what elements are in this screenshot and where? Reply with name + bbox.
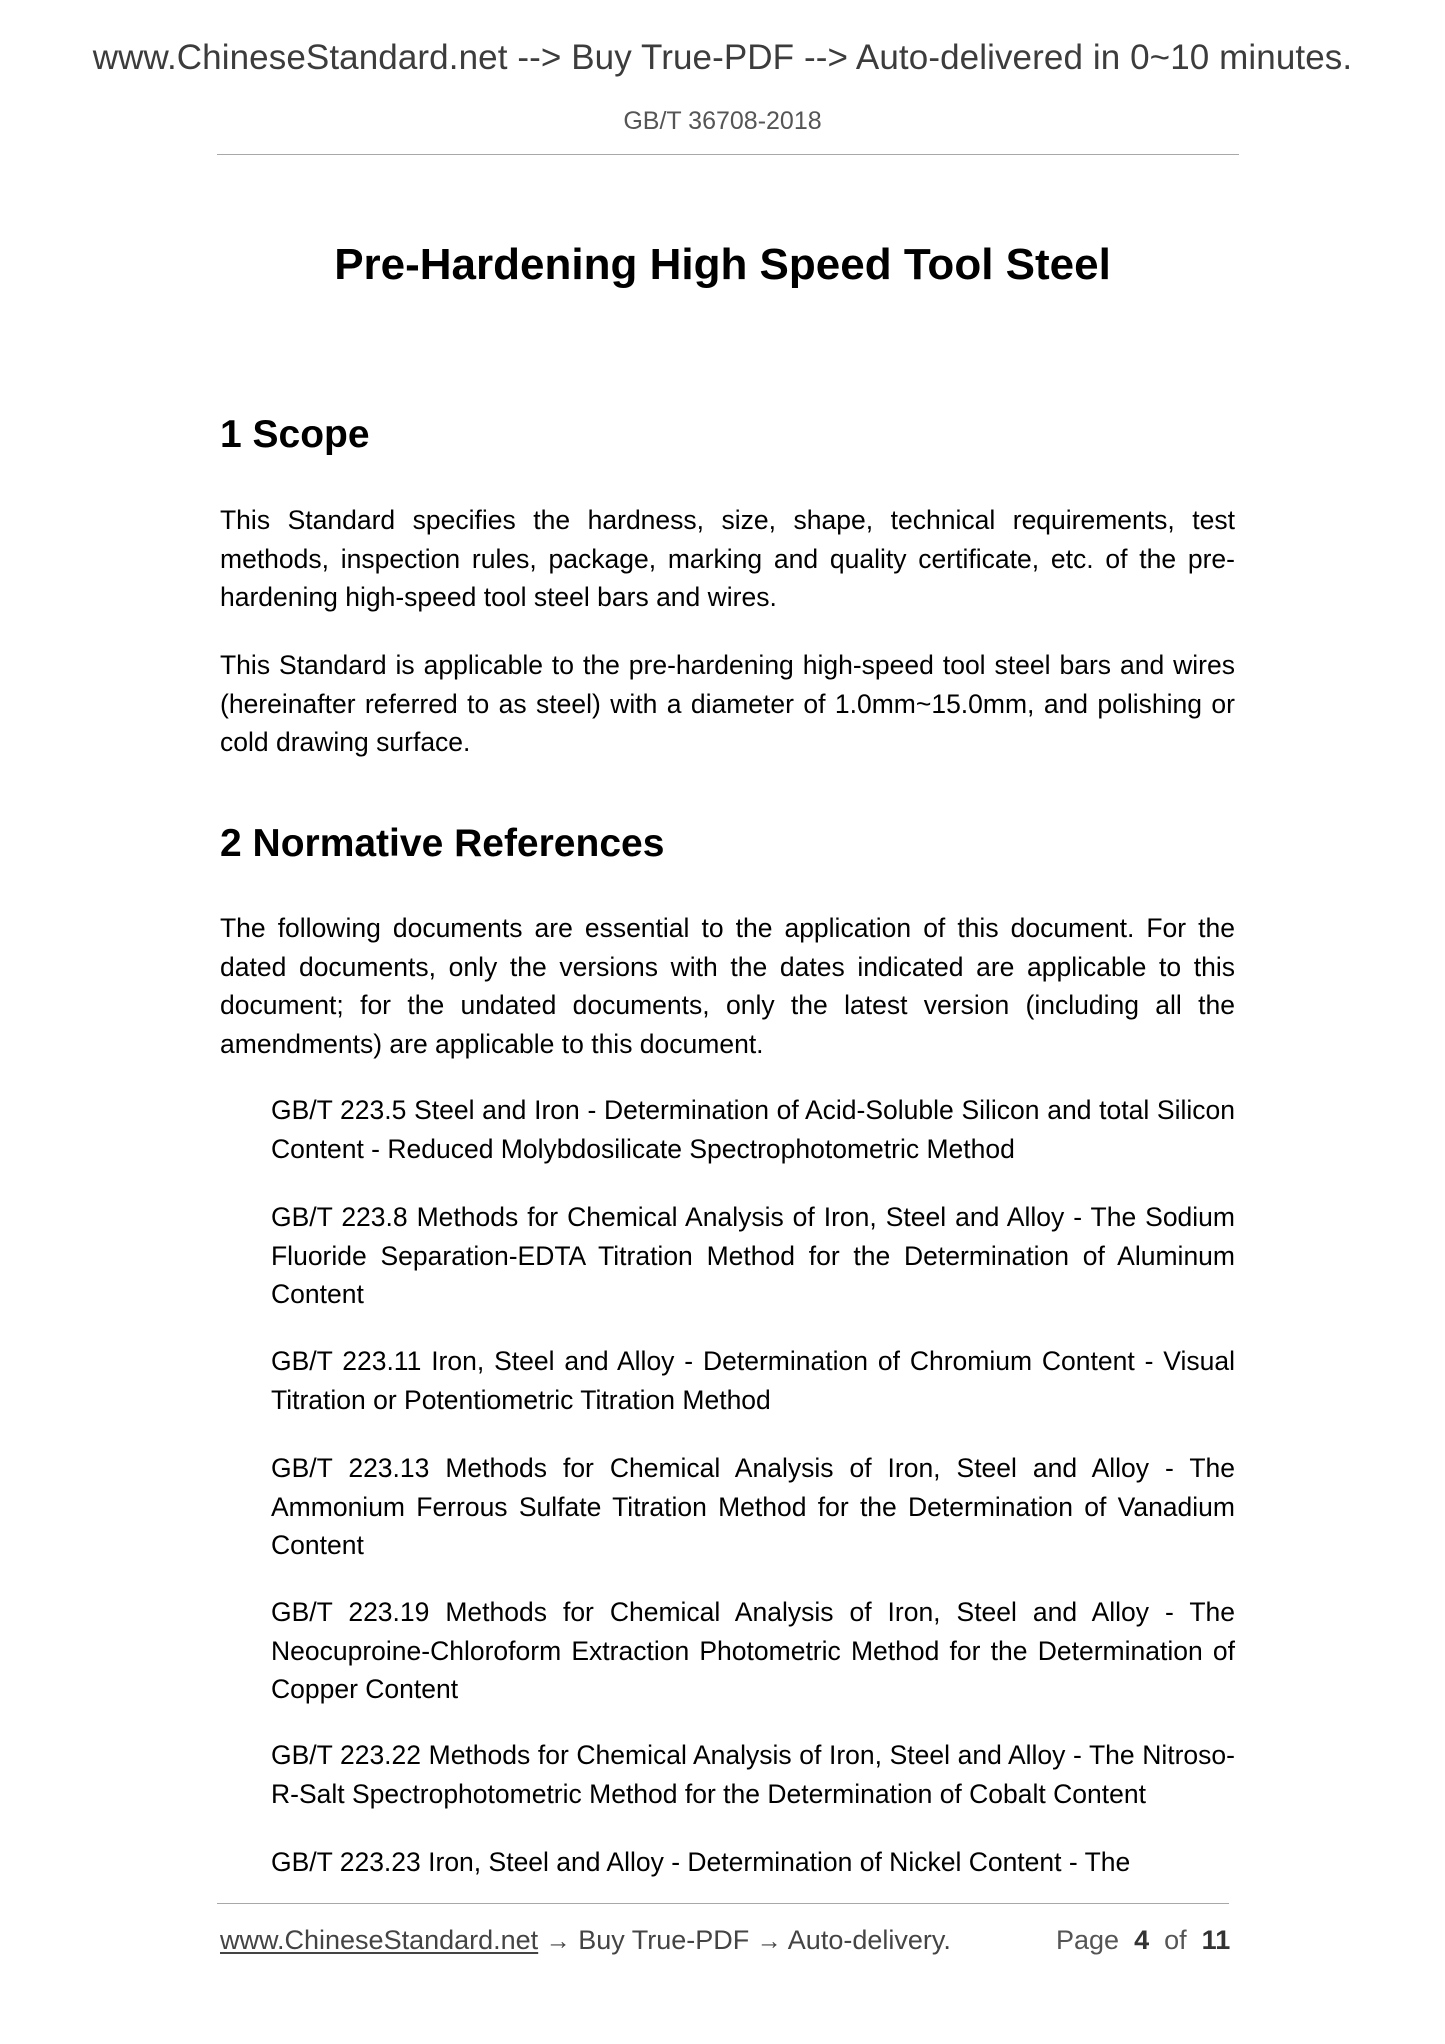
footer-divider: [217, 1903, 1229, 1904]
reference-item: GB/T 223.13 Methods for Chemical Analysis of Iron, Steel and Alloy - The Ammonium Ferrous Sulfate Titration Method for the Determination of Vanadium Content: [271, 1453, 1235, 1561]
page-label: Page: [1056, 1925, 1120, 1955]
scope-paragraph-1: This Standard specifies the hardness, size, shape, technical requirements, test methods, inspection rules, package, marking and quality certificate, etc. of the pre-hardening high-speed tool steel bars and wires.: [220, 505, 1235, 613]
page-of: of: [1164, 1925, 1187, 1955]
arrow-right-icon: →: [545, 1927, 571, 1955]
footer-buy-text: Buy True-PDF: [578, 1925, 750, 1955]
arrow-right-icon: →: [756, 1927, 782, 1955]
reference-item: GB/T 223.11 Iron, Steel and Alloy - Determination of Chromium Content - Visual Titration or Potentiometric Titration Method: [271, 1346, 1235, 1415]
section-heading-scope: 1 Scope: [220, 413, 370, 456]
top-banner[interactable]: www.ChineseStandard.net --> Buy True-PDF --> Auto-delivered in 0~10 minutes.: [92, 38, 1353, 77]
footer-delivery-text: Auto-delivery.: [787, 1925, 951, 1955]
page-indicator: [1056, 1925, 1230, 1956]
reference-item: GB/T 223.5 Steel and Iron - Determination of Acid-Soluble Silicon and total Silicon Content - Reduced Molybdosilicate Spectrophotometric Method: [271, 1095, 1235, 1164]
section-heading-normative-references: 2 Normative References: [220, 822, 665, 865]
header-divider: [217, 154, 1239, 155]
reference-item: GB/T 223.8 Methods for Chemical Analysis of Iron, Steel and Alloy - The Sodium Fluoride Separation-EDTA Titration Method for the Determination of Aluminum Content: [271, 1202, 1235, 1310]
reference-item: GB/T 223.23 Iron, Steel and Alloy - Determination of Nickel Content - The: [271, 1847, 1131, 1877]
footer-site-link[interactable]: www.ChineseStandard.net: [220, 1925, 539, 1955]
scope-paragraph-2: This Standard is applicable to the pre-hardening high-speed tool steel bars and wires (hereinafter referred to as steel) with a diameter of 1.0mm~15.0mm, and polishing or cold drawing surface.: [220, 650, 1235, 758]
references-intro-paragraph: The following documents are essential to the application of this document. For the dated documents, only the versions with the dates indicated are applicable to this document; for the undated documents, only the latest version (including all the amendments) are applicable to this document.: [220, 913, 1235, 1059]
standard-code: GB/T 36708-2018: [623, 107, 822, 135]
page-title: Pre-Hardening High Speed Tool Steel: [334, 240, 1111, 290]
reference-item: GB/T 223.22 Methods for Chemical Analysis of Iron, Steel and Alloy - The Nitroso-R-Salt Spectrophotometric Method for the Determination of Cobalt Content: [271, 1740, 1235, 1809]
page-current: 4: [1134, 1925, 1150, 1955]
reference-item: GB/T 223.19 Methods for Chemical Analysis of Iron, Steel and Alloy - The Neocuproine-Chloroform Extraction Photometric Method for the Determination of Copper Content: [271, 1597, 1235, 1705]
footer-promo: [220, 1925, 951, 1956]
page-total: 11: [1201, 1925, 1231, 1955]
